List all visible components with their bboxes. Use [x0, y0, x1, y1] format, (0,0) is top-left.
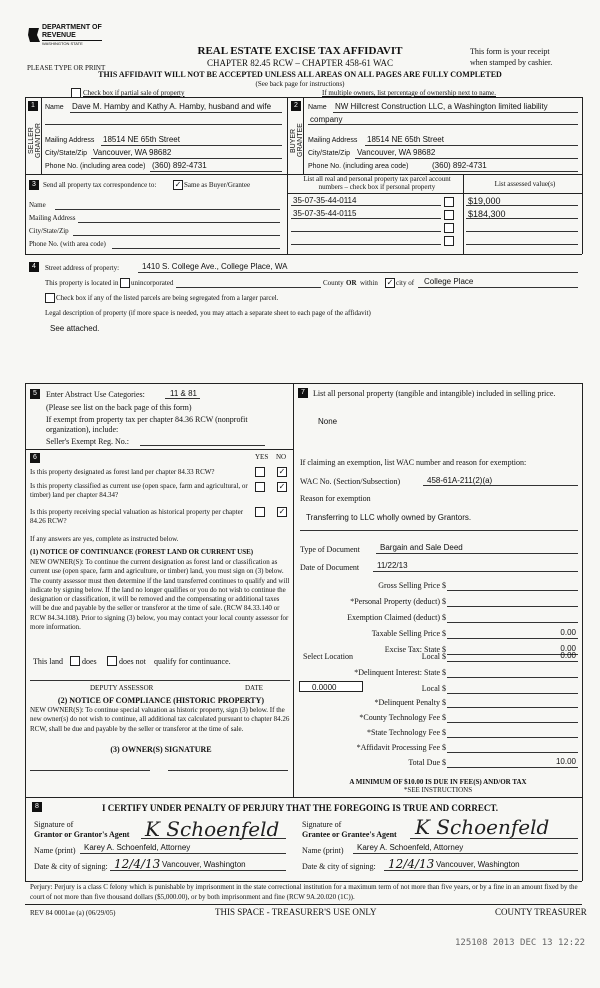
- reason[interactable]: Transferring to LLC wholly owned by Grantors.: [306, 513, 472, 522]
- question-historic: Is this property receiving special valuation as historical property per chapter 84.26 RCW?: [30, 508, 244, 525]
- tax-row-value[interactable]: 0.00: [560, 651, 576, 660]
- same-as-buyer-label: Same as Buyer/Grantee: [184, 181, 251, 189]
- grantor-signature[interactable]: K Schoenfeld: [145, 817, 280, 841]
- minimum-due-note: A MINIMUM OF $10.00 IS DUE IN FEE(S) AND/OR TAX: [349, 778, 527, 786]
- tax-row-label: Excise Tax: State $: [384, 645, 446, 654]
- tax-row-label: Total Due $: [408, 758, 446, 767]
- seller-phone-label: Phone No. (including area code): [45, 163, 146, 170]
- see-back-note: (See back page for instructions): [255, 80, 345, 88]
- notice-compliance-title: (2) NOTICE OF COMPLIANCE (HISTORIC PROPERTY): [57, 696, 265, 705]
- does-checkbox[interactable]: [70, 656, 80, 666]
- tax-row-label: Local $: [421, 652, 446, 661]
- personal-property-checkbox[interactable]: [444, 197, 454, 207]
- deputy-assessor-label: DEPUTY ASSESSOR: [90, 684, 154, 692]
- personal-property-checkbox[interactable]: [444, 223, 454, 233]
- assessed-header: List assessed value(s): [494, 180, 556, 188]
- exemption-label: If claiming an exemption, list WAC number and reason for exemption:: [300, 458, 527, 467]
- seller-side-label: SELLER GRANTOR: [28, 123, 42, 158]
- personal-property-label: List all personal property (tangible and intangible) included in selling price.: [313, 389, 556, 398]
- grantee-signature[interactable]: K Schoenfeld: [415, 815, 550, 839]
- tax-row-value[interactable]: 0.00: [560, 644, 576, 653]
- notice-continuance-title: (1) NOTICE OF CONTINUANCE (FOREST LAND OR CURRENT USE): [30, 548, 254, 556]
- county-treasurer: COUNTY TREASURER: [495, 907, 587, 917]
- grantor-city[interactable]: Vancouver, Washington: [162, 860, 246, 869]
- grantee-sig-label-1: Signature of: [302, 820, 342, 829]
- no-header: NO: [276, 453, 287, 461]
- buyer-name-label: Name: [308, 104, 327, 111]
- chapter-text: CHAPTER 82.45 RCW – CHAPTER 458-61 WAC: [207, 58, 393, 68]
- same-as-buyer-checkbox[interactable]: ✓: [174, 180, 182, 189]
- section-8-number: 8: [32, 802, 42, 812]
- tax-row-label: Exemption Claimed (deduct) $: [347, 613, 446, 622]
- certify-statement: I CERTIFY UNDER PENALTY OF PERJURY THAT THE FOREGOING IS TRUE AND CORRECT.: [101, 803, 498, 813]
- does-not-label: does not: [119, 657, 146, 666]
- grantee-city[interactable]: Vancouver, Washington: [436, 860, 520, 869]
- parcels-header: List all real and personal property tax parcel account numbers – check box if personal property: [303, 175, 451, 191]
- assessed-value[interactable]: $19,000: [468, 196, 501, 206]
- exempt-reg-label: Seller's Exempt Reg. No.:: [46, 437, 129, 446]
- tax-row-label: *Personal Property (deduct) $: [350, 597, 446, 606]
- personal-property[interactable]: None: [318, 417, 338, 426]
- or-label: OR: [346, 279, 357, 287]
- this-land-label: This land: [33, 657, 63, 666]
- grantor-date-label: Date & city of signing:: [34, 862, 108, 871]
- personal-property-checkbox[interactable]: [444, 210, 454, 220]
- personal-property-checkbox[interactable]: [444, 236, 454, 246]
- abstract-label: Enter Abstract Use Categories:: [46, 390, 145, 399]
- seller-address[interactable]: 18514 NE 65th Street: [103, 135, 180, 144]
- legal-desc[interactable]: See attached.: [50, 324, 100, 333]
- buyer-name[interactable]: NW Hillcrest Construction LLC, a Washington limited liability: [335, 102, 548, 111]
- buyer-phone-label: Phone No. (including area code): [308, 163, 409, 170]
- seller-name-label: Name: [45, 104, 64, 111]
- tax-row-value[interactable]: 0.00: [560, 628, 576, 637]
- grantee-name[interactable]: Karey A. Schoenfeld, Attorney: [357, 843, 464, 852]
- parcel-number[interactable]: 35-07-35-44-0115: [293, 209, 357, 218]
- yes-header: YES: [255, 453, 269, 461]
- street-address[interactable]: 1410 S. College Ave., College Place, WA: [142, 262, 288, 271]
- tax-row-value[interactable]: 10.00: [555, 757, 576, 766]
- within-label: within: [360, 279, 378, 287]
- if-yes-note: If any answers are yes, complete as instructed below.: [30, 535, 179, 543]
- s3-address-label: Mailing Address: [29, 214, 76, 222]
- notice-compliance-text: NEW OWNER(S): To continue special valuation as historic property, sign (3) below. If the new owner(s) do not wish to continue, all additional tax calculated pursuant to chapter 84.26 RCW, shall be due and payable by the seller or transferor at the time of sale.: [30, 706, 290, 733]
- section-6-number: 6: [30, 453, 40, 463]
- grantor-date[interactable]: 12/4/13: [114, 857, 161, 871]
- s3-city-label: City/State/Zip: [29, 227, 69, 235]
- unincorporated-checkbox[interactable]: [120, 278, 130, 288]
- rev-number: REV 84 0001ae (a) (06/29/05): [30, 909, 116, 917]
- select-location-label: Select Location: [303, 652, 353, 661]
- tax-row-label: *County Technology Fee $: [359, 713, 446, 722]
- city-of-label: city of: [396, 279, 415, 287]
- current-use-no-checkbox[interactable]: ✓: [278, 482, 286, 491]
- not-accepted-notice: THIS AFFIDAVIT WILL NOT BE ACCEPTED UNLESS ALL AREAS ON ALL PAGES ARE FULLY COMPLETED: [98, 70, 502, 79]
- section-2-number: 2: [291, 101, 301, 111]
- grantee-date[interactable]: 12/4/13: [388, 857, 435, 871]
- logo-subtext: WASHINGTON STATE: [42, 41, 83, 46]
- segregated-checkbox[interactable]: [45, 293, 55, 303]
- tax-row-label: Local $: [421, 684, 446, 693]
- section-3-number: 3: [29, 180, 39, 190]
- grantee-name-label: Name (print): [302, 846, 344, 855]
- tax-row-label: *Delinquent Interest: State $: [354, 668, 446, 677]
- treasurer-space: THIS SPACE - TREASURER'S USE ONLY: [215, 907, 377, 917]
- buyer-address[interactable]: 18514 NE 65th Street: [367, 135, 444, 144]
- logo-text: DEPARTMENT OF REVENUE: [42, 24, 102, 39]
- doc-date-label: Date of Document: [300, 563, 360, 572]
- seller-city[interactable]: Vancouver, WA 98682: [93, 148, 172, 157]
- street-label: Street address of property:: [45, 264, 120, 272]
- parcel-number[interactable]: 35-07-35-44-0114: [293, 196, 357, 205]
- see-list-note: (Please see list on the back page of this form): [46, 403, 192, 412]
- question-current-use: Is this property classified as current use (open space, farm and agricultural, or timber) land per chapter 84.34?: [30, 482, 248, 499]
- type-or-print: PLEASE TYPE OR PRINT: [27, 64, 106, 72]
- section-4-number: 4: [29, 262, 39, 272]
- receipt-note-2: when stamped by cashier.: [470, 58, 553, 67]
- exempt-text: If exempt from property tax per chapter 84.36 RCW (nonprofit organization), include:: [46, 415, 248, 434]
- question-forest: Is this property designated as forest land per chapter 84.33 RCW?: [30, 468, 215, 476]
- perjury-notice: Perjury: Perjury is a class C felony which is punishable by imprisonment in the state correctional institution for a maximum term of not more than five years, or by a fine in an amount fixed by the court of not more than five thousand dollars ($5,000.00), or by both imprisonment and fine (RCW 9A.20.020 (1C)).: [30, 883, 578, 901]
- page-title: REAL ESTATE EXCISE TAX AFFIDAVIT: [197, 45, 403, 57]
- grantor-sig-label-1: Signature of: [34, 820, 74, 829]
- grantor-sig-label-2: Grantor or Grantor's Agent: [34, 830, 130, 839]
- tax-row-label: Taxable Selling Price $: [371, 629, 446, 638]
- does-not-checkbox[interactable]: [107, 656, 117, 666]
- historic-no-checkbox[interactable]: ✓: [278, 507, 286, 516]
- grantee-sig-label-2: Grantee or Grantee's Agent: [302, 830, 397, 839]
- section-7-number: 7: [298, 388, 308, 398]
- forest-no-checkbox[interactable]: ✓: [278, 467, 286, 476]
- wa-state-icon: [27, 26, 41, 44]
- multiple-owners-note: If multiple owners, list percentage of ownership next to name.: [322, 89, 496, 97]
- unincorporated-label: unincorporated: [131, 279, 174, 287]
- reason-label: Reason for exemption: [300, 494, 371, 503]
- assessed-value[interactable]: $184,300: [468, 209, 506, 219]
- tax-row-label: *Affidavit Processing Fee $: [356, 743, 446, 752]
- tax-row-label: Gross Selling Price $: [378, 581, 446, 590]
- segregated-label: Check box if any of the listed parcels are being segregated from a larger parcel.: [56, 294, 279, 302]
- s3-phone-label: Phone No. (with area code): [29, 240, 106, 248]
- receipt-note-1: This form is your receipt: [470, 47, 550, 56]
- city-checkbox[interactable]: ✓: [386, 278, 394, 287]
- received-stamp: 125108 2013 DEC 13 12:22: [455, 938, 586, 948]
- buyer-phone[interactable]: (360) 892-4731: [432, 161, 487, 170]
- section-5-number: 5: [30, 389, 40, 399]
- abstract-value[interactable]: 11 & 81: [170, 389, 197, 398]
- owner-signature-title: (3) OWNER(S) SIGNATURE: [110, 745, 212, 754]
- buyer-name-2[interactable]: company: [310, 115, 343, 124]
- s3-name-label: Name: [29, 201, 46, 209]
- seller-name[interactable]: Dave M. Hamby and Kathy A. Hamby, husband and wife: [72, 102, 272, 111]
- forest-yes-checkbox[interactable]: [255, 467, 265, 477]
- seller-address-label: Mailing Address: [45, 137, 95, 144]
- located-label: This property is located in: [45, 279, 119, 287]
- doc-type[interactable]: Bargain and Sale Deed: [380, 543, 463, 552]
- legal-desc-label: Legal description of property (if more space is needed, you may attach a separate sheet to each page of the affidavit): [45, 309, 371, 317]
- partial-sale-label: Check box if partial sale of property: [83, 89, 185, 97]
- qualify-label: qualify for continuance.: [154, 657, 231, 666]
- section-1-number: 1: [28, 101, 38, 111]
- county-label: County: [323, 279, 344, 287]
- notice-continuance-text: NEW OWNER(S): To continue the current designation as forest land or classification as current use (open space, farm and agriculture, or timber) land, you must sign on (3) below. The county assessor must then determine if the land transferred continues to qualify and will indicate by signing below. If the land no longer qualifies or you do not wish to continue the designation or classification, it will be removed and the compensating or additional taxes will be due and payable by the seller or transferor at the time of sale. (RCW 84.33.140 or RCW 84.34.108). Prior to signing (3) below, you may contact your local county assessor for more information.: [30, 558, 290, 632]
- buyer-address-label: Mailing Address: [308, 137, 358, 144]
- grantor-name-label: Name (print): [34, 846, 76, 855]
- tax-row-label: *Delinquent Penalty $: [374, 698, 446, 707]
- doc-date[interactable]: 11/22/13: [377, 561, 408, 570]
- city-name[interactable]: College Place: [424, 277, 474, 286]
- see-instructions: *SEE INSTRUCTIONS: [403, 786, 473, 794]
- tax-row-label: *State Technology Fee $: [366, 728, 446, 737]
- buyer-side-label: BUYER GRANTEE: [290, 123, 304, 158]
- send-correspondence-label: Send all property tax correspondence to:: [43, 181, 157, 189]
- grantor-name[interactable]: Karey A. Schoenfeld, Attorney: [84, 843, 191, 852]
- current-use-yes-checkbox[interactable]: [255, 482, 265, 492]
- does-label: does: [82, 657, 97, 666]
- grantee-date-label: Date & city of signing:: [302, 862, 376, 871]
- seller-phone[interactable]: (360) 892-4731: [152, 161, 207, 170]
- rate-box[interactable]: 0.0000: [299, 681, 363, 692]
- buyer-city[interactable]: Vancouver, WA 98682: [357, 148, 436, 157]
- date-label: DATE: [245, 684, 263, 692]
- wac-number[interactable]: 458-61A-211(2)(a): [427, 476, 493, 485]
- seller-city-label: City/State/Zip: [45, 150, 88, 157]
- historic-yes-checkbox[interactable]: [255, 507, 265, 517]
- doc-type-label: Type of Document: [300, 545, 360, 554]
- wac-label: WAC No. (Section/Subsection): [300, 477, 401, 486]
- buyer-city-label: City/State/Zip: [308, 150, 351, 157]
